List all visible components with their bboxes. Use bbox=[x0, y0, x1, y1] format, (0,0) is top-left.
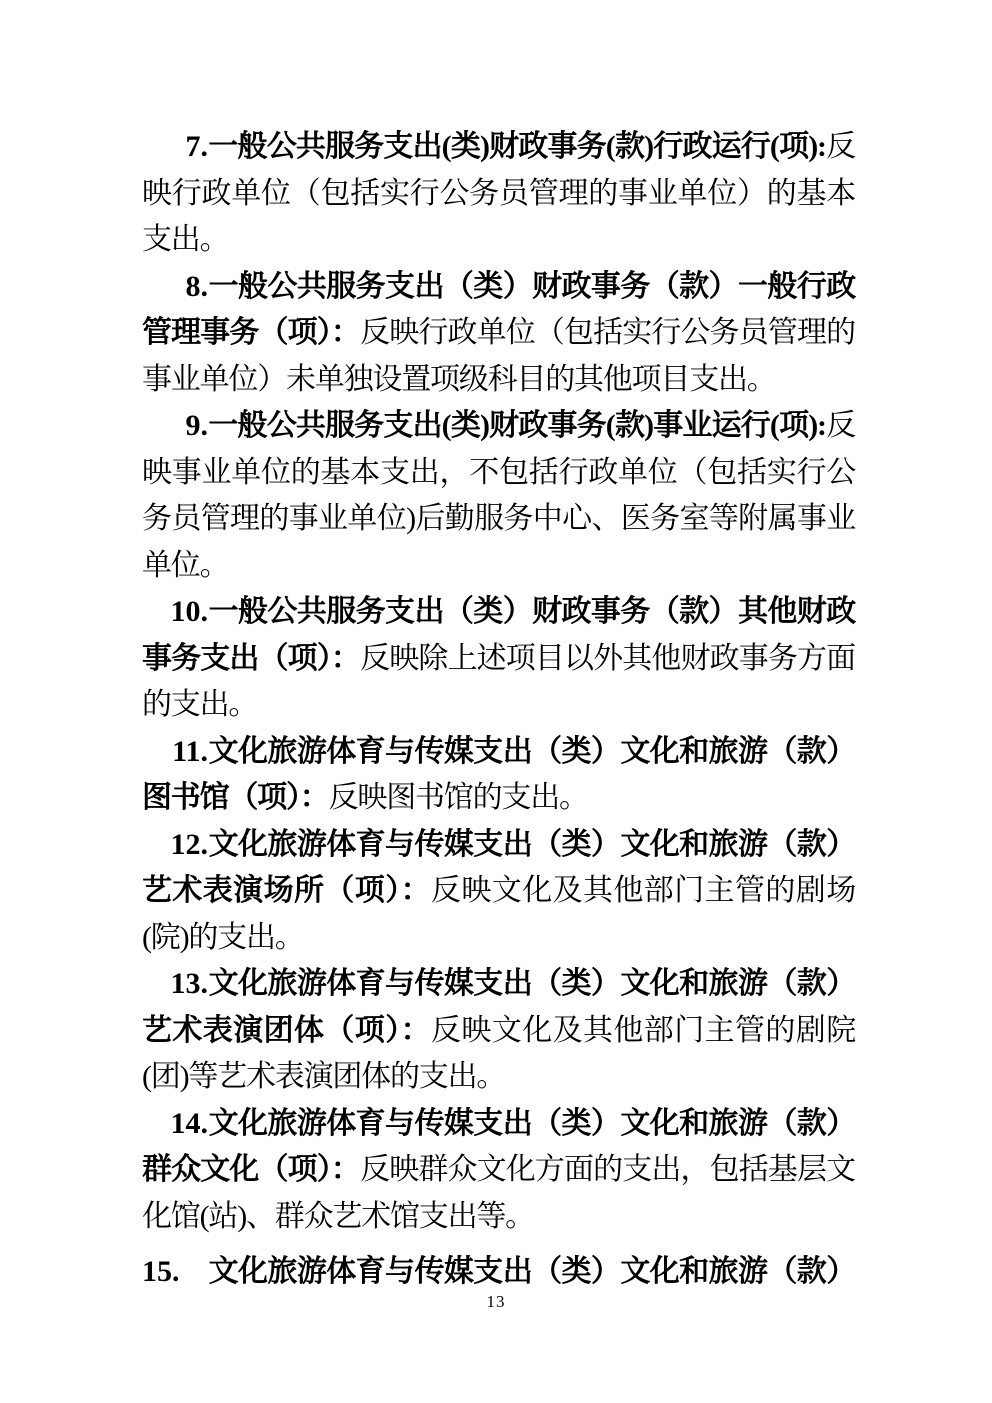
item-heading: 一般公共服务支出（类）财政事务（款）一般行政管理事务（项）： bbox=[142, 269, 855, 349]
item-body: 反映文化及其他部门主管的剧院(团)等艺术表演团体的支出。 bbox=[142, 1013, 855, 1093]
item-body: 反映图书馆的支出。 bbox=[328, 781, 588, 814]
item-heading: 文化旅游体育与传媒支出（类）文化和旅游（款） bbox=[208, 1255, 855, 1288]
budget-item-paragraph bbox=[142, 822, 855, 962]
page-number: 13 bbox=[486, 1292, 506, 1311]
budget-item-paragraph bbox=[142, 729, 855, 822]
item-heading: 文化旅游体育与传媒支出（类）文化和旅游（款）群众文化（项）： bbox=[142, 1106, 855, 1186]
item-body: 反映除上述项目以外其他财政事务方面的支出。 bbox=[142, 641, 855, 721]
budget-item-paragraph bbox=[142, 961, 855, 1101]
document-body bbox=[142, 124, 855, 1296]
item-number: 14. bbox=[170, 1106, 208, 1140]
item-number: 7. bbox=[185, 130, 208, 163]
item-number: 12. bbox=[170, 827, 208, 861]
item-body: 反映行政单位（包括实行公务员管理的事业单位）未单独设置项级科目的其他项目支出。 bbox=[142, 316, 855, 396]
item-body: 反映文化及其他部门主管的剧场(院)的支出。 bbox=[142, 874, 855, 954]
item-heading: 文化旅游体育与传媒支出（类）文化和旅游（款）艺术表演团体（项）： bbox=[142, 967, 855, 1047]
item-body: 反映事业单位的基本支出，不包括行政单位（包括实行公务员管理的事业单位)后勤服务中心、医务室等附属事业单位。 bbox=[142, 409, 855, 582]
budget-item-paragraph bbox=[142, 124, 855, 264]
item-number: 13. bbox=[170, 967, 208, 1000]
item-body: 反映群众文化方面的支出，包括基层文化馆(站)、群众艺术馆支出等。 bbox=[142, 1153, 855, 1233]
item-heading: 文化旅游体育与传媒支出（类）文化和旅游（款）图书馆（项）： bbox=[142, 734, 855, 814]
item-number: 15. bbox=[142, 1255, 180, 1288]
item-heading: 一般公共服务支出（类）财政事务（款）其他财政事务支出（项）： bbox=[142, 595, 855, 675]
item-number: 10. bbox=[170, 595, 208, 628]
item-number: 11. bbox=[172, 734, 208, 768]
budget-item-paragraph bbox=[142, 403, 855, 589]
budget-item-paragraph bbox=[142, 264, 855, 404]
item-body: 反映行政单位（包括实行公务员管理的事业单位）的基本支出。 bbox=[142, 130, 855, 256]
item-number: 9. bbox=[185, 409, 208, 442]
item-heading: 一般公共服务支出(类)财政事务(款)行政运行(项): bbox=[208, 130, 826, 163]
budget-item-paragraph bbox=[142, 1249, 855, 1296]
item-number: 8. bbox=[185, 269, 208, 303]
budget-item-paragraph bbox=[142, 589, 855, 729]
budget-item-paragraph bbox=[142, 1101, 855, 1241]
item-heading: 文化旅游体育与传媒支出（类）文化和旅游（款）艺术表演场所（项）： bbox=[142, 827, 855, 907]
item-heading: 一般公共服务支出(类)财政事务(款)事业运行(项): bbox=[208, 409, 826, 442]
